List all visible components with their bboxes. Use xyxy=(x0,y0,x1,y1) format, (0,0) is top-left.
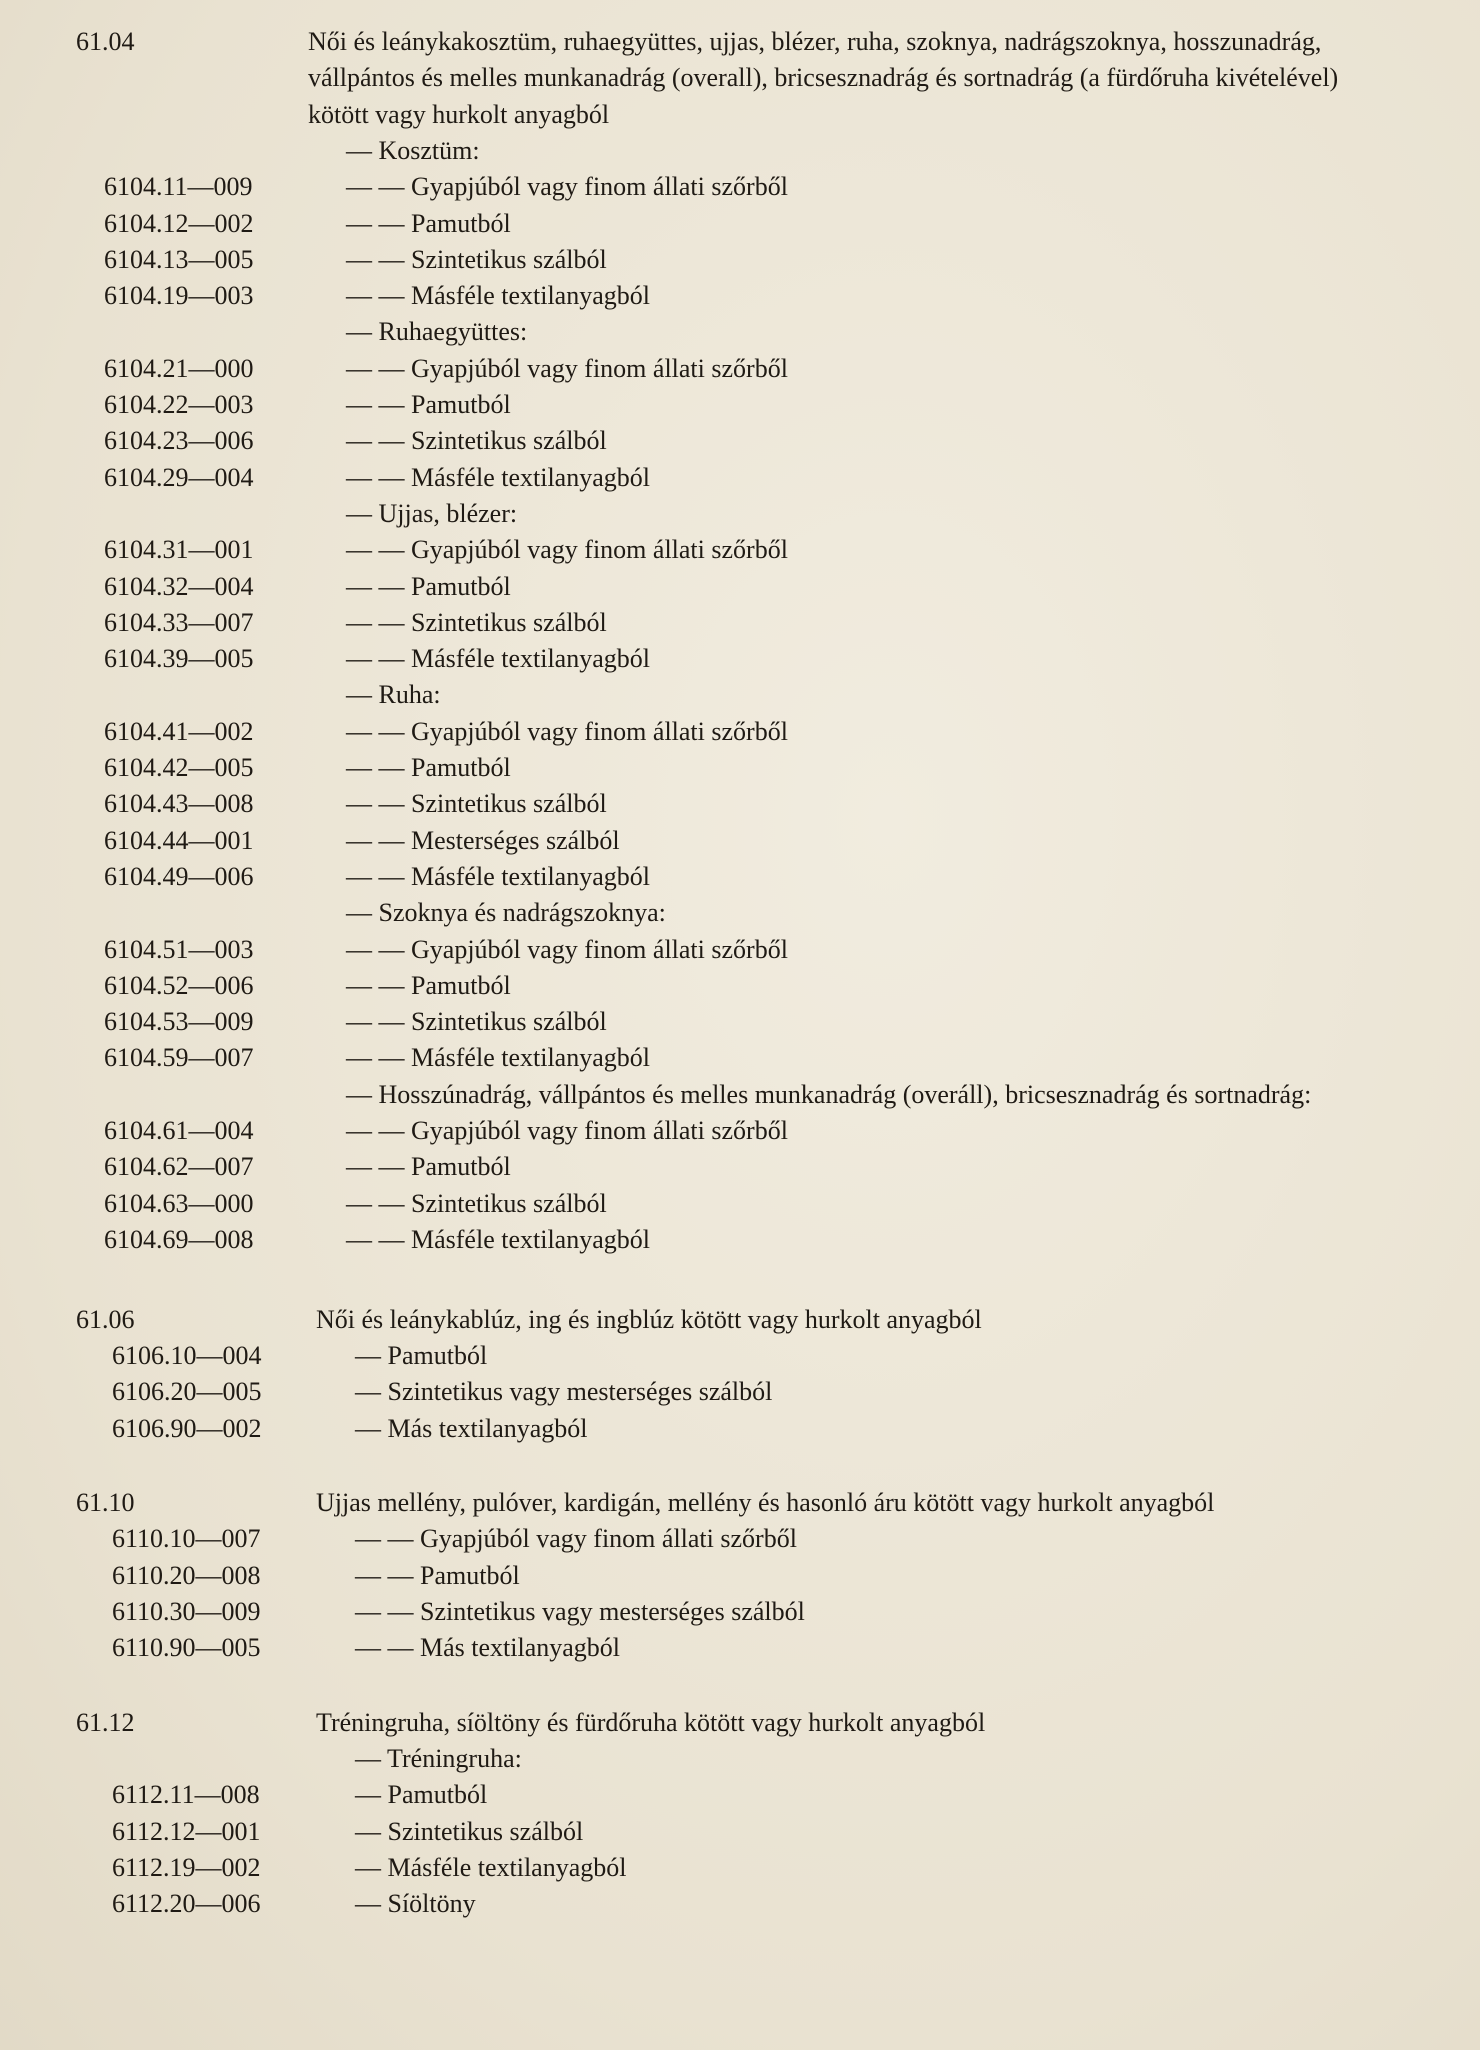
tariff-code: 6104.13—005 xyxy=(104,244,254,274)
tariff-description: — Szintetikus szálból xyxy=(355,1816,584,1846)
tariff-code: 6104.11—009 xyxy=(104,172,253,202)
group-label-text: — Ujjas, blézer: xyxy=(346,498,518,528)
tariff-description: — Szintetikus vagy mesterséges szálból xyxy=(355,1377,773,1407)
tariff-description: — — Gyapjúból vagy finom állati szőrből xyxy=(346,716,788,746)
tariff-description: — — Gyapjúból vagy finom állati szőrből xyxy=(346,535,788,565)
tariff-code: 6106.90—002 xyxy=(112,1413,262,1443)
tariff-description: — — Pamutból xyxy=(346,571,511,601)
tariff-code: 6104.41—002 xyxy=(104,716,254,746)
tariff-description: — — Gyapjúból vagy finom állati szőrből xyxy=(346,353,788,383)
tariff-description: — — Szintetikus szálból xyxy=(346,1007,607,1037)
tariff-description: — — Pamutból xyxy=(346,753,511,782)
tariff-code: 6104.52—006 xyxy=(104,970,254,1000)
tariff-code: 6106.20—005 xyxy=(112,1377,262,1407)
tariff-description: — Másféle textilanyagból xyxy=(355,1852,627,1882)
tariff-code: 6104.23—006 xyxy=(104,426,254,456)
tariff-code: 6104.32—004 xyxy=(104,571,254,601)
tariff-code: 6104.63—000 xyxy=(104,1188,254,1218)
tariff-code: 6104.51—003 xyxy=(104,934,254,964)
tariff-description: — Pamutból xyxy=(355,1780,488,1810)
tariff-description: — — Szintetikus szálból xyxy=(346,1188,607,1218)
tariff-description: — — Szintetikus szálból xyxy=(346,789,607,819)
section-code: 61.04 xyxy=(76,27,135,56)
tariff-code: 6104.22—003 xyxy=(104,390,254,419)
tariff-code: 6104.21—000 xyxy=(104,353,254,383)
tariff-code: 6104.42—005 xyxy=(104,753,254,782)
group-label-text: — Hosszúnadrág, vállpántos és melles munkanadrág (overáll), bricsesznadrág és sortnadrág: xyxy=(346,1079,1312,1109)
tariff-code: 6110.10—007 xyxy=(112,1524,261,1554)
tariff-description: — — Pamutból xyxy=(355,1560,520,1590)
tariff-description: — — Más textilanyagból xyxy=(355,1633,621,1663)
section-title: kötött vagy hurkolt anyagból xyxy=(308,99,610,129)
tariff-description: — — Másféle textilanyagból xyxy=(346,1224,650,1254)
section-code: 61.12 xyxy=(76,1707,135,1737)
tariff-description: — — Szintetikus szálból xyxy=(346,426,607,456)
tariff-description: — Síöltöny xyxy=(355,1889,476,1919)
tariff-code: 6104.44—001 xyxy=(104,825,254,855)
tariff-code: 6110.90—005 xyxy=(112,1633,261,1663)
section-code: 61.06 xyxy=(76,1304,135,1334)
tariff-description: — — Másféle textilanyagból xyxy=(346,644,650,674)
tariff-code: 6112.19—002 xyxy=(112,1852,261,1882)
tariff-description: — — Pamutból xyxy=(346,208,511,238)
group-label-text: — Szoknya és nadrágszoknya: xyxy=(346,898,666,928)
tariff-code: 6112.20—006 xyxy=(112,1889,261,1919)
tariff-description: — — Szintetikus szálból xyxy=(346,244,607,274)
tariff-description: — — Másféle textilanyagból xyxy=(346,462,650,492)
tariff-description: — — Gyapjúból vagy finom állati szőrből xyxy=(346,1116,788,1145)
tariff-code: 6104.53—009 xyxy=(104,1007,254,1037)
tariff-code: 6104.43—008 xyxy=(104,789,254,819)
section-title: Tréningruha, síöltöny és fürdőruha kötött vagy hurkolt anyagból xyxy=(316,1707,986,1737)
tariff-code: 6104.39—005 xyxy=(104,644,254,674)
tariff-description: — — Másféle textilanyagból xyxy=(346,861,650,891)
tariff-code: 6106.10—004 xyxy=(112,1341,262,1371)
tariff-code: 6110.20—008 xyxy=(112,1560,261,1590)
tariff-code: 6104.62—007 xyxy=(104,1152,254,1182)
tariff-description: — — Gyapjúból vagy finom állati szőrből xyxy=(346,934,788,964)
tariff-description: — — Gyapjúból vagy finom állati szőrből xyxy=(355,1524,797,1554)
tariff-description: — — Pamutból xyxy=(346,970,511,1000)
tariff-code: 6112.11—008 xyxy=(112,1780,260,1810)
tariff-description: — — Mesterséges szálból xyxy=(346,825,620,855)
tariff-code: 6104.29—004 xyxy=(104,462,254,492)
tariff-description: — — Pamutból xyxy=(346,1152,511,1182)
group-label-text: — Ruhaegyüttes: xyxy=(346,317,528,347)
tariff-description: — Pamutból xyxy=(355,1341,488,1371)
tariff-description: — Más textilanyagból xyxy=(355,1413,588,1443)
section-title: Ujjas mellény, pulóver, kardigán, mellény és hasonló áru kötött vagy hurkolt anyagból xyxy=(316,1488,1215,1518)
tariff-code: 6104.31—001 xyxy=(104,535,254,565)
tariff-code: 6112.12—001 xyxy=(112,1816,261,1846)
section-title: Női és leánykakosztüm, ruhaegyüttes, ujjas, blézer, ruha, szoknya, nadrágszoknya, hosszunadrág, xyxy=(308,27,1322,56)
section-title: Női és leánykablúz, ing és ingblúz kötött vagy hurkolt anyagból xyxy=(316,1304,982,1334)
tariff-code: 6104.49—006 xyxy=(104,861,254,891)
section-code: 61.10 xyxy=(76,1488,135,1518)
tariff-description: — — Gyapjúból vagy finom állati szőrből xyxy=(346,172,788,202)
tariff-code: 6104.59—007 xyxy=(104,1043,254,1073)
tariff-code: 6104.19—003 xyxy=(104,281,254,311)
group-label-text: — Ruha: xyxy=(346,680,441,710)
group-label-text: — Tréningruha: xyxy=(355,1743,522,1773)
tariff-description: — — Pamutból xyxy=(346,390,511,419)
group-label-text: — Kosztüm: xyxy=(346,135,480,165)
tariff-code: 6104.61—004 xyxy=(104,1116,254,1145)
tariff-code: 6110.30—009 xyxy=(112,1596,261,1626)
section-title: vállpántos és melles munkanadrág (overall), bricsesznadrág és sortnadrág (a fürdőruha kivételével) xyxy=(308,63,1339,93)
tariff-code: 6104.12—002 xyxy=(104,208,254,238)
tariff-description: — — Szintetikus vagy mesterséges szálból xyxy=(355,1596,805,1626)
tariff-description: — — Szintetikus szálból xyxy=(346,607,607,637)
tariff-code: 6104.33—007 xyxy=(104,607,254,637)
tariff-description: — — Másféle textilanyagból xyxy=(346,1043,650,1073)
tariff-code: 6104.69—008 xyxy=(104,1224,254,1254)
tariff-description: — — Másféle textilanyagból xyxy=(346,281,650,311)
